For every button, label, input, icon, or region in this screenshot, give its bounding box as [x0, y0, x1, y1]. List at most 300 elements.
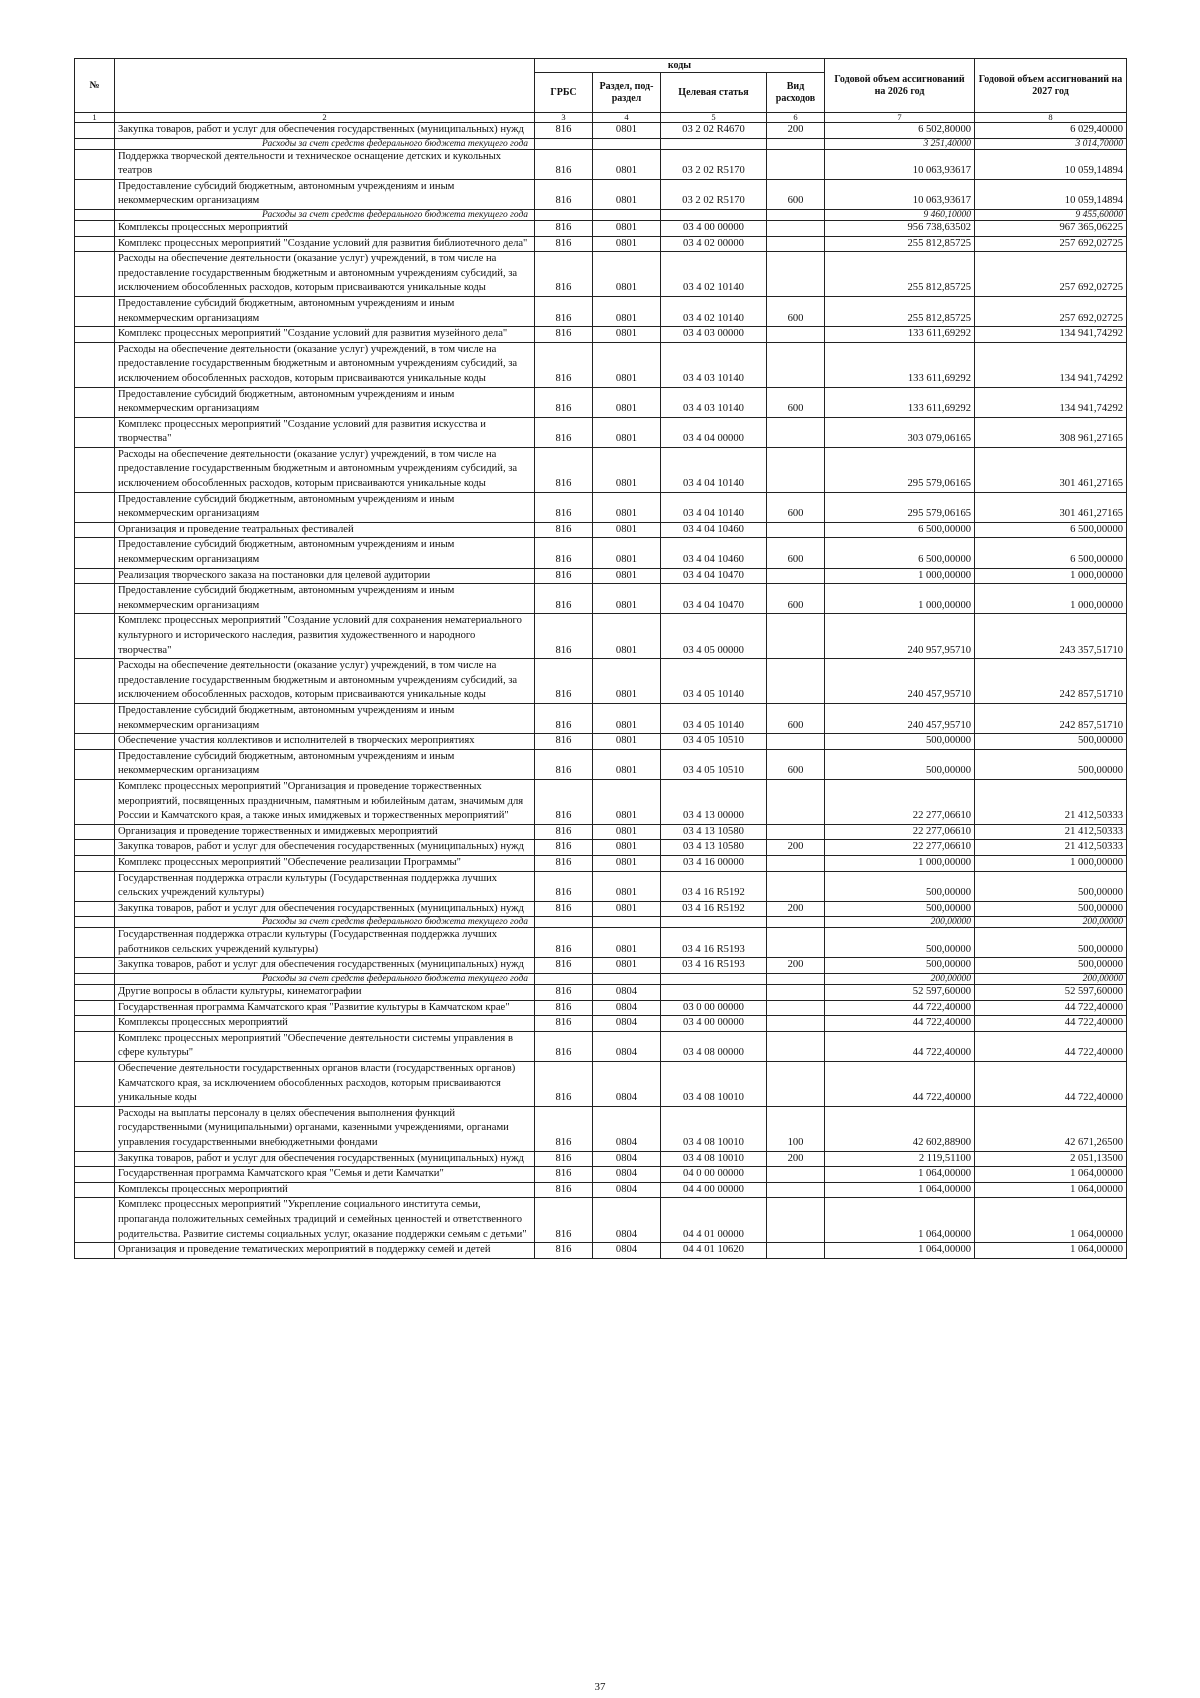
cell-2027: 257 692,02725 [975, 296, 1127, 326]
cell-vid [767, 138, 825, 149]
cell-vid: 600 [767, 492, 825, 522]
cell-name: Комплекс процессных мероприятий "Укрепление социального института семьи, пропаганда положительных семейных традиций и семейных ценностей и ответственного родительства. Развитие системы социальных услуг, оказание поддержки семьям с детьми" [115, 1198, 535, 1243]
cell-grbs: 816 [535, 1062, 593, 1107]
cell-vid [767, 1062, 825, 1107]
cell-razdel: 0801 [593, 149, 661, 179]
cell-vid [767, 1198, 825, 1243]
cell-2026: 3 251,40000 [825, 138, 975, 149]
cell-num [75, 928, 115, 958]
header-name [115, 59, 535, 113]
table-row [75, 149, 1127, 179]
column-number: 7 [825, 113, 975, 123]
cell-2027: 6 500,00000 [975, 538, 1127, 568]
table-row [75, 779, 1127, 824]
cell-2026: 44 722,40000 [825, 1031, 975, 1061]
cell-2027: 134 941,74292 [975, 342, 1127, 387]
cell-vid [767, 1016, 825, 1032]
cell-vid [767, 1031, 825, 1061]
cell-name: Расходы на обеспечение деятельности (оказание услуг) учреждений, в том числе на предоставление государственным бюджетным и автономным учреждениям субсидий, за исключением обособленных расходов, которым присваиваются уникальные коды [115, 342, 535, 387]
cell-2026: 22 277,06610 [825, 840, 975, 856]
cell-vid [767, 417, 825, 447]
cell-name: Комплекс процессных мероприятий "Создание условий для развития искусства и творчества" [115, 417, 535, 447]
table-row [75, 840, 1127, 856]
cell-name: Организация и проведение тематических мероприятий в поддержку семей и детей [115, 1243, 535, 1259]
cell-2027: 200,00000 [975, 917, 1127, 928]
cell-razdel: 0801 [593, 659, 661, 704]
cell-tselevaya: 03 4 04 10460 [661, 538, 767, 568]
cell-vid: 600 [767, 538, 825, 568]
cell-tselevaya [661, 209, 767, 220]
cell-name: Предоставление субсидий бюджетным, автономным учреждениям и иным некоммерческим организациям [115, 296, 535, 326]
cell-2027: 44 722,40000 [975, 1000, 1127, 1016]
cell-num [75, 138, 115, 149]
cell-2027: 9 455,60000 [975, 209, 1127, 220]
cell-name: Обеспечение участия коллективов и исполнителей в творческих мероприятиях [115, 734, 535, 750]
cell-name: Государственная поддержка отрасли культуры (Государственная поддержка лучших работников сельских учреждений культуры) [115, 928, 535, 958]
cell-num [75, 855, 115, 871]
table-row [75, 1182, 1127, 1198]
cell-tselevaya: 03 4 00 00000 [661, 1016, 767, 1032]
table-row [75, 1000, 1127, 1016]
column-number-row [75, 113, 1127, 123]
cell-vid [767, 1182, 825, 1198]
cell-2026: 42 602,88900 [825, 1106, 975, 1151]
cell-name: Расходы на обеспечение деятельности (оказание услуг) учреждений, в том числе на предоставление государственным бюджетным и автономным учреждениям субсидий, за исключением обособленных расходов, которым присваиваются уникальные коды [115, 447, 535, 492]
cell-vid [767, 522, 825, 538]
cell-num [75, 901, 115, 917]
cell-razdel: 0801 [593, 958, 661, 974]
table-row [75, 538, 1127, 568]
cell-2026: 500,00000 [825, 734, 975, 750]
cell-2026: 133 611,69292 [825, 327, 975, 343]
cell-tselevaya: 03 4 16 R5193 [661, 928, 767, 958]
cell-tselevaya [661, 138, 767, 149]
cell-tselevaya: 04 4 01 00000 [661, 1198, 767, 1243]
cell-2026: 200,00000 [825, 974, 975, 985]
cell-2026: 255 812,85725 [825, 252, 975, 297]
cell-vid [767, 252, 825, 297]
cell-2026: 255 812,85725 [825, 296, 975, 326]
cell-vid: 200 [767, 901, 825, 917]
cell-grbs [535, 138, 593, 149]
cell-name: Предоставление субсидий бюджетным, автономным учреждениям и иным некоммерческим организациям [115, 538, 535, 568]
table-row [75, 1198, 1127, 1243]
cell-2027: 2 051,13500 [975, 1151, 1127, 1167]
cell-num [75, 584, 115, 614]
cell-name: Предоставление субсидий бюджетным, автономным учреждениям и иным некоммерческим организациям [115, 703, 535, 733]
cell-razdel: 0801 [593, 296, 661, 326]
table-row [75, 855, 1127, 871]
cell-grbs: 816 [535, 1167, 593, 1183]
cell-name: Расходы на выплаты персоналу в целях обеспечения выполнения функций государственными (муниципальными) органами, казенными учреждениями, органами управления государственными внебюджетными фондами [115, 1106, 535, 1151]
cell-name: Комплексы процессных мероприятий [115, 1016, 535, 1032]
cell-num [75, 327, 115, 343]
cell-vid [767, 824, 825, 840]
cell-2026: 133 611,69292 [825, 342, 975, 387]
cell-vid [767, 985, 825, 1001]
cell-tselevaya: 03 4 08 10010 [661, 1106, 767, 1151]
cell-razdel: 0801 [593, 734, 661, 750]
cell-2027: 10 059,14894 [975, 179, 1127, 209]
cell-grbs: 816 [535, 492, 593, 522]
cell-2026: 1 000,00000 [825, 855, 975, 871]
cell-num [75, 1016, 115, 1032]
cell-grbs: 816 [535, 614, 593, 659]
cell-2027: 257 692,02725 [975, 252, 1127, 297]
cell-num [75, 1151, 115, 1167]
cell-grbs: 816 [535, 584, 593, 614]
cell-vid [767, 928, 825, 958]
cell-2026: 133 611,69292 [825, 387, 975, 417]
table-row [75, 1062, 1127, 1107]
table-row [75, 928, 1127, 958]
cell-2026: 295 579,06165 [825, 492, 975, 522]
cell-num [75, 1198, 115, 1243]
table-row [75, 1167, 1127, 1183]
cell-grbs: 816 [535, 179, 593, 209]
cell-tselevaya: 03 4 04 10140 [661, 492, 767, 522]
cell-num [75, 703, 115, 733]
cell-num [75, 749, 115, 779]
cell-grbs: 816 [535, 871, 593, 901]
cell-razdel: 0801 [593, 179, 661, 209]
cell-2026: 9 460,10000 [825, 209, 975, 220]
cell-name: Закупка товаров, работ и услуг для обеспечения государственных (муниципальных) нужд [115, 958, 535, 974]
cell-name: Расходы за счет средств федерального бюджета текущего года [115, 138, 535, 149]
cell-grbs: 816 [535, 236, 593, 252]
cell-name: Поддержка творческой деятельности и техническое оснащение детских и кукольных театров [115, 149, 535, 179]
cell-tselevaya: 03 4 05 10510 [661, 749, 767, 779]
cell-razdel: 0801 [593, 342, 661, 387]
cell-num [75, 1167, 115, 1183]
cell-razdel: 0801 [593, 855, 661, 871]
cell-tselevaya: 03 4 13 10580 [661, 824, 767, 840]
cell-2027: 1 064,00000 [975, 1167, 1127, 1183]
cell-num [75, 568, 115, 584]
cell-2026: 1 000,00000 [825, 584, 975, 614]
cell-razdel: 0801 [593, 447, 661, 492]
cell-grbs: 816 [535, 1151, 593, 1167]
cell-2027: 3 014,70000 [975, 138, 1127, 149]
cell-grbs: 816 [535, 779, 593, 824]
cell-vid: 600 [767, 296, 825, 326]
cell-razdel: 0801 [593, 387, 661, 417]
cell-razdel: 0801 [593, 703, 661, 733]
cell-grbs: 816 [535, 1182, 593, 1198]
cell-vid [767, 327, 825, 343]
cell-razdel: 0804 [593, 1167, 661, 1183]
cell-2027: 301 461,27165 [975, 492, 1127, 522]
cell-2027: 967 365,06225 [975, 220, 1127, 236]
cell-razdel [593, 138, 661, 149]
cell-vid [767, 855, 825, 871]
cell-2027: 134 941,74292 [975, 327, 1127, 343]
cell-tselevaya: 03 4 08 10010 [661, 1062, 767, 1107]
cell-2026: 44 722,40000 [825, 1062, 975, 1107]
cell-2027: 500,00000 [975, 749, 1127, 779]
cell-2026: 22 277,06610 [825, 779, 975, 824]
cell-tselevaya: 03 4 02 10140 [661, 296, 767, 326]
header-tselevaya: Целевая статья [661, 73, 767, 113]
cell-num [75, 1182, 115, 1198]
cell-grbs: 816 [535, 387, 593, 417]
cell-grbs: 816 [535, 901, 593, 917]
cell-num [75, 220, 115, 236]
cell-2026: 295 579,06165 [825, 447, 975, 492]
cell-name: Предоставление субсидий бюджетным, автономным учреждениям и иным некоммерческим организациям [115, 584, 535, 614]
cell-num [75, 824, 115, 840]
cell-2026: 500,00000 [825, 901, 975, 917]
table-row [75, 568, 1127, 584]
cell-grbs: 816 [535, 958, 593, 974]
cell-2027: 6 500,00000 [975, 522, 1127, 538]
cell-razdel: 0801 [593, 871, 661, 901]
cell-grbs: 816 [535, 928, 593, 958]
cell-razdel [593, 209, 661, 220]
cell-vid [767, 1243, 825, 1259]
cell-tselevaya [661, 917, 767, 928]
cell-2027: 242 857,51710 [975, 659, 1127, 704]
cell-name: Реализация творческого заказа на постановки для целевой аудитории [115, 568, 535, 584]
cell-razdel: 0801 [593, 252, 661, 297]
cell-2026: 200,00000 [825, 917, 975, 928]
federal-subrow [75, 974, 1127, 985]
cell-grbs: 816 [535, 659, 593, 704]
cell-2026: 500,00000 [825, 958, 975, 974]
cell-num [75, 149, 115, 179]
cell-grbs: 816 [535, 522, 593, 538]
cell-name: Комплекс процессных мероприятий "Организация и проведение торжественных мероприятий, посвященных праздничным, памятным и юбилейным датам, значимым для России и Камчатского края, а также иных имиджевых и торжественных мероприятий" [115, 779, 535, 824]
cell-razdel: 0801 [593, 584, 661, 614]
cell-vid [767, 149, 825, 179]
cell-vid [767, 342, 825, 387]
cell-vid [767, 917, 825, 928]
cell-2027: 52 597,60000 [975, 985, 1127, 1001]
cell-2026: 303 079,06165 [825, 417, 975, 447]
cell-vid [767, 1167, 825, 1183]
cell-grbs [535, 974, 593, 985]
table-row [75, 614, 1127, 659]
column-number: 3 [535, 113, 593, 123]
cell-razdel: 0804 [593, 1243, 661, 1259]
cell-2027: 243 357,51710 [975, 614, 1127, 659]
budget-table-page [74, 58, 1126, 1259]
cell-name: Предоставление субсидий бюджетным, автономным учреждениям и иным некоммерческим организациям [115, 387, 535, 417]
cell-name: Государственная поддержка отрасли культуры (Государственная поддержка лучших сельских учреждений культуры) [115, 871, 535, 901]
table-row [75, 492, 1127, 522]
cell-tselevaya: 03 4 02 00000 [661, 236, 767, 252]
cell-2027: 42 671,26500 [975, 1106, 1127, 1151]
cell-tselevaya: 03 4 03 00000 [661, 327, 767, 343]
cell-tselevaya: 03 4 04 10470 [661, 568, 767, 584]
cell-grbs: 816 [535, 855, 593, 871]
cell-name: Обеспечение деятельности государственных органов власти (государственных органов) Камчатского края, за исключением обособленных расходов, которым присваиваются уникальные коды [115, 1062, 535, 1107]
cell-razdel: 0804 [593, 1151, 661, 1167]
cell-razdel: 0804 [593, 1016, 661, 1032]
cell-2027: 500,00000 [975, 901, 1127, 917]
cell-vid [767, 236, 825, 252]
table-body [75, 123, 1127, 1259]
column-number: 6 [767, 113, 825, 123]
cell-razdel: 0804 [593, 1031, 661, 1061]
cell-num [75, 296, 115, 326]
cell-vid: 100 [767, 1106, 825, 1151]
cell-num [75, 985, 115, 1001]
cell-razdel: 0801 [593, 901, 661, 917]
cell-name: Закупка товаров, работ и услуг для обеспечения государственных (муниципальных) нужд [115, 840, 535, 856]
table-row [75, 901, 1127, 917]
cell-razdel: 0801 [593, 417, 661, 447]
cell-vid [767, 734, 825, 750]
cell-vid [767, 209, 825, 220]
cell-tselevaya: 04 0 00 00000 [661, 1167, 767, 1183]
table-row [75, 252, 1127, 297]
cell-2027: 257 692,02725 [975, 236, 1127, 252]
cell-grbs: 816 [535, 417, 593, 447]
cell-2026: 44 722,40000 [825, 1000, 975, 1016]
table-row [75, 296, 1127, 326]
cell-num [75, 209, 115, 220]
cell-2026: 240 957,95710 [825, 614, 975, 659]
cell-name: Предоставление субсидий бюджетным, автономным учреждениям и иным некоммерческим организациям [115, 179, 535, 209]
cell-name: Комплекс процессных мероприятий "Обеспечение реализации Программы" [115, 855, 535, 871]
cell-2027: 1 000,00000 [975, 584, 1127, 614]
cell-razdel [593, 974, 661, 985]
table-row [75, 179, 1127, 209]
cell-2027: 500,00000 [975, 928, 1127, 958]
cell-tselevaya: 03 4 16 R5192 [661, 871, 767, 901]
cell-name: Расходы на обеспечение деятельности (оказание услуг) учреждений, в том числе на предоставление государственным бюджетным и автономным учреждениям субсидий, за исключением обособленных расходов, которым присваиваются уникальные коды [115, 659, 535, 704]
cell-tselevaya: 03 4 16 R5193 [661, 958, 767, 974]
cell-num [75, 179, 115, 209]
cell-tselevaya: 03 4 16 R5192 [661, 901, 767, 917]
cell-tselevaya: 03 4 04 10460 [661, 522, 767, 538]
column-number: 2 [115, 113, 535, 123]
cell-grbs: 816 [535, 220, 593, 236]
cell-2027: 21 412,50333 [975, 779, 1127, 824]
cell-razdel: 0801 [593, 614, 661, 659]
cell-razdel: 0801 [593, 236, 661, 252]
table-row [75, 342, 1127, 387]
cell-vid [767, 614, 825, 659]
cell-num [75, 958, 115, 974]
cell-num [75, 840, 115, 856]
cell-num [75, 522, 115, 538]
cell-grbs: 816 [535, 1243, 593, 1259]
cell-razdel: 0804 [593, 985, 661, 1001]
cell-name: Другие вопросы в области культуры, кинематографии [115, 985, 535, 1001]
cell-grbs: 816 [535, 538, 593, 568]
cell-name: Государственная программа Камчатского края "Развитие культуры в Камчатском крае" [115, 1000, 535, 1016]
cell-name: Предоставление субсидий бюджетным, автономным учреждениям и иным некоммерческим организациям [115, 749, 535, 779]
header-2026: Годовой объем ассигнований на 2026 год [825, 59, 975, 113]
cell-num [75, 917, 115, 928]
cell-num [75, 614, 115, 659]
cell-grbs: 816 [535, 296, 593, 326]
cell-grbs: 816 [535, 149, 593, 179]
cell-razdel: 0801 [593, 522, 661, 538]
cell-vid: 200 [767, 958, 825, 974]
cell-num [75, 1031, 115, 1061]
table-row [75, 871, 1127, 901]
cell-name: Закупка товаров, работ и услуг для обеспечения государственных (муниципальных) нужд [115, 123, 535, 139]
cell-tselevaya: 03 0 00 00000 [661, 1000, 767, 1016]
cell-tselevaya: 04 4 01 10620 [661, 1243, 767, 1259]
cell-tselevaya: 03 4 05 00000 [661, 614, 767, 659]
cell-2026: 1 064,00000 [825, 1198, 975, 1243]
cell-2026: 240 457,95710 [825, 703, 975, 733]
table-row [75, 1016, 1127, 1032]
cell-2026: 44 722,40000 [825, 1016, 975, 1032]
cell-2027: 500,00000 [975, 734, 1127, 750]
cell-razdel: 0801 [593, 123, 661, 139]
cell-2026: 956 738,63502 [825, 220, 975, 236]
cell-2026: 6 502,80000 [825, 123, 975, 139]
cell-num [75, 417, 115, 447]
table-row [75, 220, 1127, 236]
table-row [75, 522, 1127, 538]
federal-subrow [75, 917, 1127, 928]
cell-tselevaya: 03 4 08 10010 [661, 1151, 767, 1167]
cell-tselevaya: 03 4 04 00000 [661, 417, 767, 447]
cell-vid [767, 871, 825, 901]
cell-2027: 200,00000 [975, 974, 1127, 985]
cell-num [75, 447, 115, 492]
cell-num [75, 1243, 115, 1259]
cell-2026: 10 063,93617 [825, 149, 975, 179]
cell-grbs: 816 [535, 123, 593, 139]
cell-num [75, 236, 115, 252]
cell-2026: 10 063,93617 [825, 179, 975, 209]
cell-name: Комплексы процессных мероприятий [115, 1182, 535, 1198]
cell-razdel: 0804 [593, 1000, 661, 1016]
cell-2026: 255 812,85725 [825, 236, 975, 252]
table-row [75, 447, 1127, 492]
cell-num [75, 1062, 115, 1107]
cell-2026: 52 597,60000 [825, 985, 975, 1001]
cell-tselevaya: 03 4 16 00000 [661, 855, 767, 871]
cell-tselevaya: 03 4 03 10140 [661, 387, 767, 417]
cell-2027: 10 059,14894 [975, 149, 1127, 179]
cell-2027: 1 064,00000 [975, 1182, 1127, 1198]
cell-razdel: 0801 [593, 779, 661, 824]
table-row [75, 1031, 1127, 1061]
table-row [75, 1151, 1127, 1167]
table-row [75, 734, 1127, 750]
cell-razdel: 0801 [593, 824, 661, 840]
header-num: № [75, 59, 115, 113]
cell-vid [767, 447, 825, 492]
table-row [75, 584, 1127, 614]
cell-num [75, 659, 115, 704]
cell-tselevaya: 03 4 03 10140 [661, 342, 767, 387]
cell-name: Государственная программа Камчатского края "Семья и дети Камчатки" [115, 1167, 535, 1183]
cell-razdel: 0801 [593, 538, 661, 568]
cell-num [75, 342, 115, 387]
cell-vid [767, 974, 825, 985]
cell-grbs: 816 [535, 1016, 593, 1032]
cell-grbs: 816 [535, 749, 593, 779]
cell-2027: 242 857,51710 [975, 703, 1127, 733]
cell-2027: 1 064,00000 [975, 1198, 1127, 1243]
cell-name: Расходы за счет средств федерального бюджета текущего года [115, 209, 535, 220]
cell-num [75, 1106, 115, 1151]
cell-razdel [593, 917, 661, 928]
cell-vid [767, 779, 825, 824]
cell-2027: 1 000,00000 [975, 568, 1127, 584]
cell-2026: 6 500,00000 [825, 522, 975, 538]
cell-tselevaya: 03 4 13 10580 [661, 840, 767, 856]
